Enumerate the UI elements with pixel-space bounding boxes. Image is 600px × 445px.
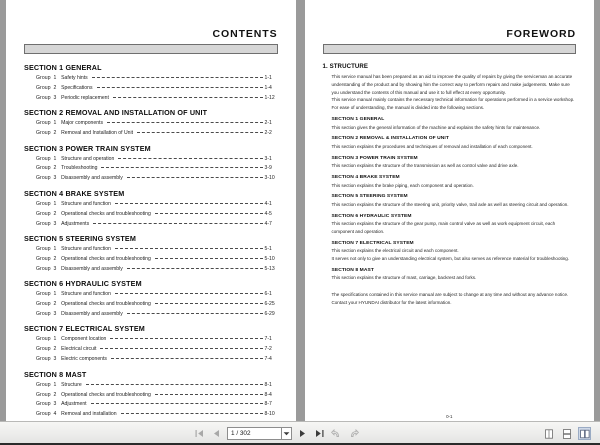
toc-section [22,324,280,362]
toc-section-heading: SECTION 2 REMOVAL AND INSTALLATION OF UNIT [24,108,208,118]
toc-entry-label: Adjustment [59,401,87,408]
toc-leader-dots [115,246,263,250]
toc-section-heading: SECTION 7 ELECTRICAL SYSTEM [24,324,145,334]
toc-entry-number: 2 [50,165,57,172]
page-contents[interactable] [6,0,296,421]
toc-entry-page: 7-2 [264,346,272,353]
toc-leader-dots [107,120,263,124]
toc-entry-page: 7-4 [264,356,272,363]
toc-entry-label: Disassembly and assembly [59,265,123,272]
toc-section-heading: SECTION 1 GENERAL [24,63,102,72]
toc-entry-label: Specifications [59,84,93,91]
toc-entry[interactable] [36,346,280,352]
toc-leader-dots [121,411,263,415]
single-page-view-icon[interactable] [542,427,555,440]
toc-entry-group: Group [36,120,51,127]
toc-entry[interactable] [36,392,280,398]
toc-entry[interactable] [36,411,280,417]
toc-entry-page: 6-29 [264,311,275,318]
toc-entry-label: Disassembly and assembly [59,175,123,182]
toc-entry-group: Group [36,130,51,137]
toc-entry-number: 1 [50,291,57,298]
toc-entry-label: Structure [59,381,82,388]
toc-leader-dots [91,401,263,405]
toc-entry-number: 4 [50,411,57,418]
foreword-section [332,136,579,150]
toc-entry-number: 1 [50,75,57,81]
previous-page-icon[interactable] [210,427,223,441]
toc-leader-dots [155,392,263,396]
toc-section-heading: SECTION 8 MAST [24,369,87,379]
toc-entry-page: 5-1 [264,245,272,252]
toc-entry-label: Operational checks and troubleshooting [59,391,151,398]
toc-entry-group: Group [36,165,51,172]
toc-entry[interactable] [36,382,280,388]
toc-entry-group: Group [36,245,51,252]
toc-entry-number: 2 [50,210,57,217]
toc-entry-page: 4-7 [264,220,272,227]
next-page-icon[interactable] [296,427,309,441]
toc-leader-dots [93,221,262,225]
toc-entry[interactable] [36,221,280,227]
history-back-icon[interactable] [330,427,343,441]
toc-entry-number: 1 [50,245,57,252]
foreword-paragraph: This service manual mainly contains the necessary technical information for operations performed in a service workshop. [331,97,575,103]
toc-section-heading: SECTION 5 STEERING SYSTEM [24,233,136,243]
toc-entry-number: 1 [50,120,57,127]
foreword-section-body: This section explains the structure of the gear pump, main control valve as well as work equipment circuit, each component and operation. [331,221,556,234]
foreword-section [332,241,579,263]
toc-entry-number: 3 [50,220,57,227]
toc-leader-dots [111,356,263,360]
toc-entry[interactable] [36,336,280,342]
toc-entry-group: Group [36,265,51,272]
toc-leader-dots [100,346,262,350]
toc-entry-page: 4-5 [264,210,272,217]
toc-entry-page: 6-25 [264,301,275,308]
toc-section [22,370,280,418]
toc-entry-group: Group [36,411,51,418]
toc-leader-dots [97,85,263,89]
toc-entry-group: Group [36,75,51,81]
foreword-section-heading: SECTION 7 ELECTRICAL SYSTEM [331,240,414,246]
toc-leader-dots [155,256,263,260]
foreword-section-body: This section explains the electrical circuit and each component. It serves not only to give an understanding electrical system, but also serves as reference material for troubleshooting. [331,248,570,262]
toc-entry-number: 2 [50,346,57,353]
toc-entry-number: 2 [50,130,57,137]
toc-entry-page: 1-4 [264,84,272,91]
toc-leader-dots [127,266,263,270]
toc-entry-number: 2 [50,301,57,308]
foreword-section [332,175,579,189]
table-of-contents [22,63,280,418]
toc-entry-group: Group [36,346,51,353]
toc-entry-label: Operational checks and troubleshooting [59,301,151,308]
toc-entry-group: Group [36,155,51,162]
foreword-intro [321,73,579,112]
toc-section [22,234,280,272]
foreword-section-body: This section explains the structure of the steering unit, priority valve, trail axle as well as steering circuit and operation. [331,201,569,207]
facing-pages-view-icon[interactable] [578,427,591,440]
title-rule-bar [24,44,278,54]
toc-section-heading: SECTION 4 BRAKE SYSTEM [24,188,125,198]
structure-heading: 1. STRUCTURE [322,63,369,70]
toc-entry-page: 8-10 [264,411,275,418]
toc-entry-page: 2-2 [264,130,272,137]
toc-entry-number: 3 [50,175,57,182]
toc-leader-dots [110,336,262,340]
foreword-section-heading: SECTION 4 BRAKE SYSTEM [331,175,400,180]
toc-entry-page: 8-7 [264,401,272,408]
toc-entry-label: Operational checks and troubleshooting [59,255,151,262]
toc-entry-page: 3-10 [264,175,275,182]
toc-entry-page: 6-1 [264,291,272,298]
foreword-section-heading: SECTION 5 STEERING SYSTEM [331,194,408,200]
last-page-icon[interactable] [313,427,326,441]
toc-entry-label: Structure and function [59,245,111,252]
toc-entry-group: Group [36,356,51,363]
toc-leader-dots [101,165,262,169]
toc-entry-group: Group [36,391,51,398]
foreword-section-heading: SECTION 8 MAST [331,267,374,273]
page-divider [296,0,305,421]
toc-section [22,279,280,317]
toc-entry-label: Major components [59,120,103,127]
toc-entry[interactable] [36,130,280,136]
toc-section [22,108,280,136]
toc-entry-page: 3-9 [264,165,272,172]
toc-leader-dots [115,291,263,295]
toc-entry[interactable] [36,165,280,171]
toc-entry-label: Operational checks and troubleshooting [59,210,151,217]
toc-entry[interactable] [36,246,280,252]
toc-entry[interactable] [36,211,280,217]
toc-entry-label: Safety hints [59,75,88,81]
toc-entry-label: Disassembly and assembly [59,311,123,318]
toc-entry-label: Structure and function [59,291,111,298]
toc-entry[interactable] [36,201,280,207]
page-title-contents: CONTENTS [212,28,278,40]
toc-entry[interactable] [36,95,280,101]
toc-entry-group: Group [36,84,51,91]
toc-entry-group: Group [36,401,51,408]
toc-entry[interactable] [36,266,280,272]
toc-entry-label: Electrical circuit [59,346,97,353]
toc-entry-label: Troubleshooting [59,165,98,172]
toc-leader-dots [127,175,263,179]
first-page-icon[interactable] [193,427,206,441]
foreword-section-body: This section explains the procedures and techniques of removal and installation of each component. [331,143,533,149]
toc-entry-label: Removal and Installation of Unit [59,130,134,137]
toc-entry-label: Adjustments [59,220,90,227]
page-title-foreword: FOREWORD [506,28,576,40]
toc-entry[interactable] [36,311,280,317]
toc-entry[interactable] [36,175,280,181]
foreword-section [332,214,579,236]
foreword-section-heading: SECTION 6 HYDRAULIC SYSTEM [331,213,412,219]
toc-section [22,189,280,227]
foreword-paragraph: For ease of understanding, the manual is divided into the following sections. [331,105,485,111]
foreword-section-heading: SECTION 3 POWER TRAIN SYSTEM [331,155,418,161]
toc-entry[interactable] [36,301,280,307]
toc-entry-page: 8-1 [264,381,272,388]
toc-entry-label: Removal and installation [59,411,117,418]
page-number-combo[interactable] [227,427,292,440]
toc-entry-number: 3 [50,356,57,363]
toc-entry-number: 2 [50,84,57,91]
page-number-input[interactable]: 1 / 302 [227,427,281,440]
toc-entry-label: Electric components [59,356,107,363]
toc-entry[interactable] [36,401,280,407]
toc-entry-group: Group [36,381,51,388]
toc-leader-dots [127,311,263,315]
foreword-section-body: This section gives the general information of the machine and explains the safety hints for maintenance. [331,124,541,130]
toc-section [22,63,280,101]
foreword-paragraph: This service manual has been prepared as an aid to improve the quality of repairs by giving the serviceman an accurate understanding of the product and by showing him the correct way to perform repairs and make judgements. Make sure you understand the contents of this manual and use it to full effect at every opportunity. [331,74,573,95]
toc-entry-group: Group [36,255,51,262]
page-footer: 0-1 [446,414,453,419]
foreword-section [332,117,579,131]
toc-entry-number: 3 [50,265,57,272]
page-foreword[interactable] [305,0,595,421]
toc-entry-page: 1-12 [264,94,275,101]
toc-entry-number: 3 [50,401,57,408]
toc-entry-group: Group [36,291,51,298]
toc-entry[interactable] [36,291,280,297]
toc-leader-dots [92,75,263,79]
foreword-section [332,156,579,170]
toc-entry-group: Group [36,210,51,217]
toc-section-heading: SECTION 6 HYDRAULIC SYSTEM [24,279,142,289]
toc-entry-label: Structure and operation [59,155,115,162]
toc-leader-dots [115,201,263,205]
toc-entry[interactable] [36,156,280,162]
toc-entry-label: Structure and function [59,200,111,207]
toc-entry-page: 3-1 [264,155,272,162]
toc-entry-number: 1 [50,381,57,388]
toc-entry-group: Group [36,336,51,343]
toc-entry-group: Group [36,311,51,318]
toc-leader-dots [118,156,262,160]
toc-entry-group: Group [36,220,51,227]
toc-entry-number: 3 [50,311,57,318]
foreword-sections [321,117,579,282]
foreword-section-body: This section explains the structure of the transmission as well as control valve and drive axle. [331,163,519,169]
toc-entry-group: Group [36,94,51,101]
page-navigation-group [193,427,360,441]
toc-leader-dots [113,95,263,99]
toc-leader-dots [137,130,262,134]
foreword-section [332,194,579,208]
toc-entry[interactable] [36,256,280,262]
view-mode-group [542,427,600,440]
toc-entry[interactable] [36,85,280,91]
toc-leader-dots [86,382,263,386]
toc-entry[interactable] [36,356,280,362]
toc-entry-group: Group [36,200,51,207]
chevron-down-icon[interactable] [281,427,292,440]
toc-leader-dots [155,211,263,215]
viewport-right-edge [594,0,600,421]
toc-entry-page: 8-4 [264,391,272,398]
navigation-toolbar [0,421,600,445]
toc-entry-page: 1-1 [264,75,272,81]
foreword-section [332,268,579,282]
toc-entry-label: Component location [59,336,107,343]
toc-entry-number: 2 [50,391,57,398]
toc-entry[interactable] [36,120,280,126]
toc-entry-number: 1 [50,336,57,343]
foreword-section-body: This section explains the brake piping, each component and operation. [331,182,474,188]
toc-entry-number: 3 [50,94,57,101]
toc-entry-label: Periodic replacement [59,94,109,101]
history-forward-icon[interactable] [347,427,360,441]
toc-leader-dots [155,301,263,305]
toc-entry-group: Group [36,301,51,308]
continuous-view-icon[interactable] [560,427,573,440]
toc-entry-page: 7-1 [264,336,272,343]
foreword-section-heading: SECTION 1 GENERAL [331,117,385,123]
foreword-section-heading: SECTION 2 REMOVAL & INSTALLATION OF UNIT [331,136,449,142]
foreword-section-body: This section explains the structure of mast, carriage, backrest and forks. [331,275,477,281]
toc-entry-page: 4-1 [264,200,272,207]
toc-section-heading: SECTION 3 POWER TRAIN SYSTEM [24,143,151,153]
toc-entry-page: 5-13 [264,265,275,272]
toc-entry-number: 1 [50,200,57,207]
toc-entry-page: 5-10 [264,255,275,262]
foreword-closing: The specifications contained in this service manual are subject to change at any time and without any advance notice. Contact your HYUNDAI distributor for the latest information. [331,292,569,305]
toc-entry-group: Group [36,175,51,182]
title-rule-bar [323,44,577,54]
toc-entry-number: 2 [50,255,57,262]
toc-entry-page: 2-1 [264,120,272,127]
toc-entry[interactable] [36,75,280,81]
toc-section [22,144,280,182]
toc-entry-number: 1 [50,155,57,162]
